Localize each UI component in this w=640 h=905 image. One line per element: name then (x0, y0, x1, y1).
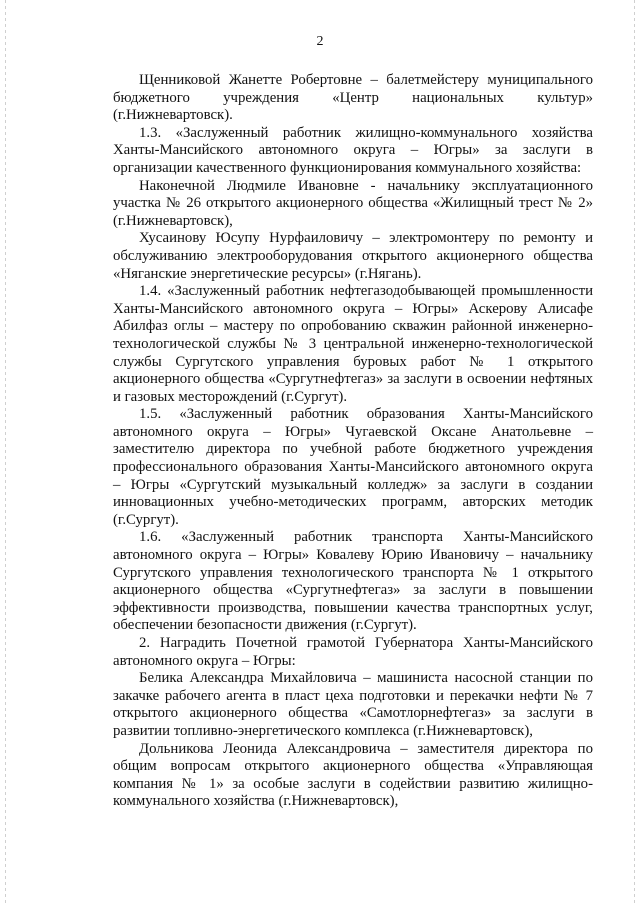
scan-edge-right (634, 0, 635, 905)
document-body (113, 72, 593, 811)
paragraph-1-4-oil-gas-award: 1.4. «Заслуженный работник нефтегазодобывающей промышленности Ханты-Мансийского автономного округа – Югры» Аскерову Алисафе Абилфаз оглы – мастеру по опробованию скважин районной инженерно-технологической службы № 3 центральной инженерно-технологической службы Сургутского управления буровых работ № 1 открытого акционерного общества «Сургутнефтегаз» за заслуги в освоении нефтяных и газовых месторождений (г.Сургут). (113, 283, 593, 405)
paragraph-1-5-education-award: 1.5. «Заслуженный работник образования Ханты-Мансийского автономного округа – Югры» Чугаевской Оксане Анатольевне – заместителю директора по учебной работе бюджетного учреждения профессионального образования Ханты-Мансийского автономного округа – Югры «Сургутский музыкальный колледж» за заслуги в создании инновационных учебно-методических программ, авторских методик (г.Сургут). (113, 406, 593, 528)
scan-edge-left (5, 0, 6, 905)
page-number: 2 (316, 34, 324, 49)
paragraph-dolnikov: Дольникова Леонида Александровича – заместителя директора по общим вопросам открытого акционерного общества «Управляющая компания № 1» за особые заслуги в содействии развитию жилищно-коммунального хозяйства (г.Нижневартовск), (113, 740, 593, 810)
paragraph-nakonechnaya: Наконечной Людмиле Ивановне - начальнику эксплуатационного участка № 26 открытого акционерного общества «Жилищный трест № 2» (г.Нижневартовск), (113, 177, 593, 229)
paragraph-belik: Белика Александра Михайловича – машиниста насосной станции по закачке рабочего агента в пласт цеха подготовки и перекачки нефти № 7 открытого акционерного общества «Самотлорнефтегаз» за заслуги в развитии топливно-энергетического комплекса (г.Нижневартовск), (113, 670, 593, 739)
paragraph-shchennikova: Щенниковой Жанетте Робертовне – балетмейстеру муниципального бюджетного учреждения «Центр национальных культур» (г.Нижневартовск). (113, 72, 593, 124)
paragraph-2-governor-certificate: 2. Наградить Почетной грамотой Губернатора Ханты-Мансийского автономного округа – Югры: (113, 635, 593, 669)
paragraph-1-3-housing-award: 1.3. «Заслуженный работник жилищно-коммунального хозяйства Ханты-Мансийского автономного округа – Югры» за заслуги в организации качественного функционирования коммунального хозяйства: (113, 124, 593, 176)
paragraph-khusainov: Хусаинову Юсупу Нурфаиловичу – электромонтеру по ремонту и обслуживанию электрооборудования открытого акционерного общества «Няганские энергетические ресурсы» (г.Нягань). (113, 230, 593, 282)
paragraph-1-6-transport-award: 1.6. «Заслуженный работник транспорта Ханты-Мансийского автономного округа – Югры» Ковалеву Юрию Ивановичу – начальнику Сургутского управления технологического транспорта № 1 открытого акционерного общества «Сургутнефтегаз» за заслуги в повышении эффективности производства, повышении качества транспортных услуг, обеспечении безопасности движения (г.Сургут). (113, 529, 593, 634)
